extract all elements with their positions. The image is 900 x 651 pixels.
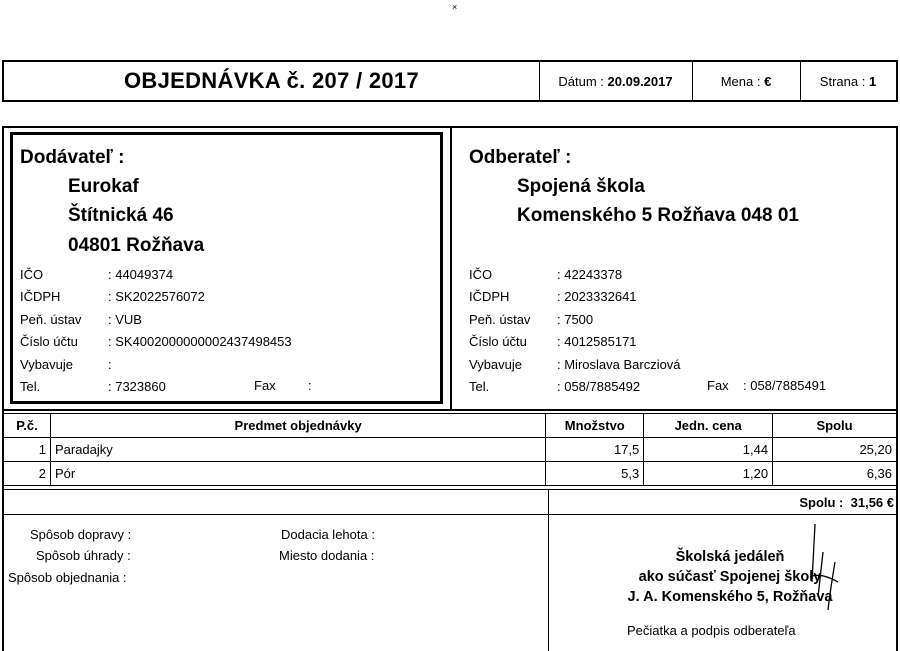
row-price: 1,44 bbox=[644, 438, 773, 462]
sum-value: 31,56 € bbox=[850, 494, 894, 510]
row-qty: 5,3 bbox=[546, 462, 644, 486]
customer-field-value: : 7500 bbox=[557, 311, 594, 327]
row-total: 25,20 bbox=[773, 438, 897, 462]
row-no: 2 bbox=[4, 462, 51, 486]
stamp-line1: Školská jedáleň bbox=[675, 549, 785, 565]
col-header-price: Jedn. cena bbox=[644, 414, 773, 438]
col-header-name: Predmet objednávky bbox=[50, 414, 545, 438]
party-divider bbox=[450, 126, 452, 410]
supplier-field-value: : SK4002000000002437498453 bbox=[108, 334, 292, 350]
supplier-field-value: : bbox=[108, 356, 112, 372]
header-bar bbox=[2, 60, 898, 102]
signature-label: Pečiatka a podpis odberateľa bbox=[627, 623, 796, 638]
customer-field-value: : 4012585171 bbox=[557, 334, 637, 350]
currency-label: Mena : bbox=[720, 73, 761, 89]
customer-field-value: : 2023332641 bbox=[557, 289, 637, 305]
page-value: 1 bbox=[868, 73, 877, 89]
row-total: 6,36 bbox=[773, 462, 897, 486]
customer-field-label: Peň. ústav bbox=[469, 311, 531, 327]
row-name: Paradajky bbox=[50, 438, 545, 462]
col-header-total: Spolu bbox=[773, 414, 897, 438]
payment-label: Spôsob úhrady : bbox=[36, 548, 131, 563]
supplier-heading: Dodávateľ : bbox=[20, 147, 125, 168]
customer-field-value: : Miroslava Barcziová bbox=[557, 356, 681, 372]
sum-label: Spolu : bbox=[799, 494, 844, 510]
supplier-box bbox=[10, 132, 443, 404]
items-top-rule bbox=[2, 409, 898, 411]
supplier-field-label: Vybavuje bbox=[20, 356, 73, 372]
customer-name: Spojená škola bbox=[517, 176, 645, 197]
supplier-fax-label: Fax bbox=[254, 378, 276, 393]
col-header-no: P.č. bbox=[4, 414, 51, 438]
supplier-field-value: : SK2022576072 bbox=[108, 289, 205, 305]
customer-field-value: : 058/7885492 bbox=[557, 379, 641, 394]
customer-address: Komenského 5 Rožňava 048 01 bbox=[517, 205, 799, 226]
order-title-cell bbox=[4, 62, 539, 100]
page-cell bbox=[800, 62, 896, 100]
items-header-row bbox=[4, 414, 897, 438]
page-label: Strana : bbox=[819, 73, 866, 89]
customer-fax-label: Fax bbox=[707, 378, 729, 393]
signature bbox=[790, 522, 850, 612]
currency-value: € bbox=[764, 73, 772, 89]
row-price: 1,20 bbox=[644, 462, 773, 486]
customer-field-label: Vybavuje bbox=[469, 356, 522, 372]
ordering-label: Spôsob objednania : bbox=[8, 570, 127, 585]
customer-field-label: Tel. bbox=[469, 379, 490, 394]
row-name: Pór bbox=[50, 462, 545, 486]
table-row bbox=[4, 438, 897, 462]
stamp-line2: ako súčasť Spojenej školy bbox=[638, 569, 822, 585]
customer-field-label: IČO bbox=[469, 267, 493, 282]
supplier-field-label: Číslo účtu bbox=[20, 334, 78, 350]
col-header-qty: Množstvo bbox=[546, 414, 644, 438]
supplier-field-value: : 7323860 bbox=[108, 379, 166, 394]
customer-field-label: Číslo účtu bbox=[469, 334, 527, 350]
supplier-field-value: : VUB bbox=[108, 311, 142, 327]
row-no: 1 bbox=[4, 438, 51, 462]
customer-field-value: : 42243378 bbox=[557, 267, 623, 282]
supplier-field-value: : 44049374 bbox=[108, 267, 174, 282]
supplier-field-label: Peň. ústav bbox=[20, 311, 82, 327]
supplier-name: Eurokaf bbox=[68, 176, 139, 197]
sum-cell bbox=[549, 490, 894, 514]
customer-fax-value: : 058/7885491 bbox=[743, 378, 827, 393]
row-qty: 17,5 bbox=[546, 438, 644, 462]
supplier-field-label: IČDPH bbox=[20, 289, 61, 305]
customer-field-label: IČDPH bbox=[469, 289, 510, 305]
delivery-term-label: Dodacia lehota : bbox=[281, 527, 375, 542]
date-label: Dátum : bbox=[558, 73, 604, 89]
customer-heading: Odberateľ : bbox=[469, 147, 572, 168]
stamp-line3: J. A. Komenského 5, Rožňava bbox=[627, 589, 833, 605]
date-cell bbox=[539, 62, 692, 100]
footer-top-line bbox=[2, 514, 898, 515]
transport-label: Spôsob dopravy : bbox=[30, 527, 132, 542]
items-table bbox=[3, 413, 897, 486]
table-row bbox=[4, 462, 897, 486]
supplier-field-label: IČO bbox=[20, 267, 44, 282]
scan-mark: × bbox=[452, 2, 458, 12]
currency-cell bbox=[692, 62, 800, 100]
delivery-place-label: Miesto dodania : bbox=[279, 548, 375, 563]
date-value: 20.09.2017 bbox=[607, 73, 673, 89]
supplier-field-label: Tel. bbox=[20, 379, 41, 394]
order-title: OBJEDNÁVKA č. 207 / 2017 bbox=[124, 68, 419, 93]
supplier-city: 04801 Rožňava bbox=[68, 235, 205, 256]
supplier-fax-value: : bbox=[308, 378, 312, 393]
supplier-street: Štítnická 46 bbox=[68, 205, 174, 226]
